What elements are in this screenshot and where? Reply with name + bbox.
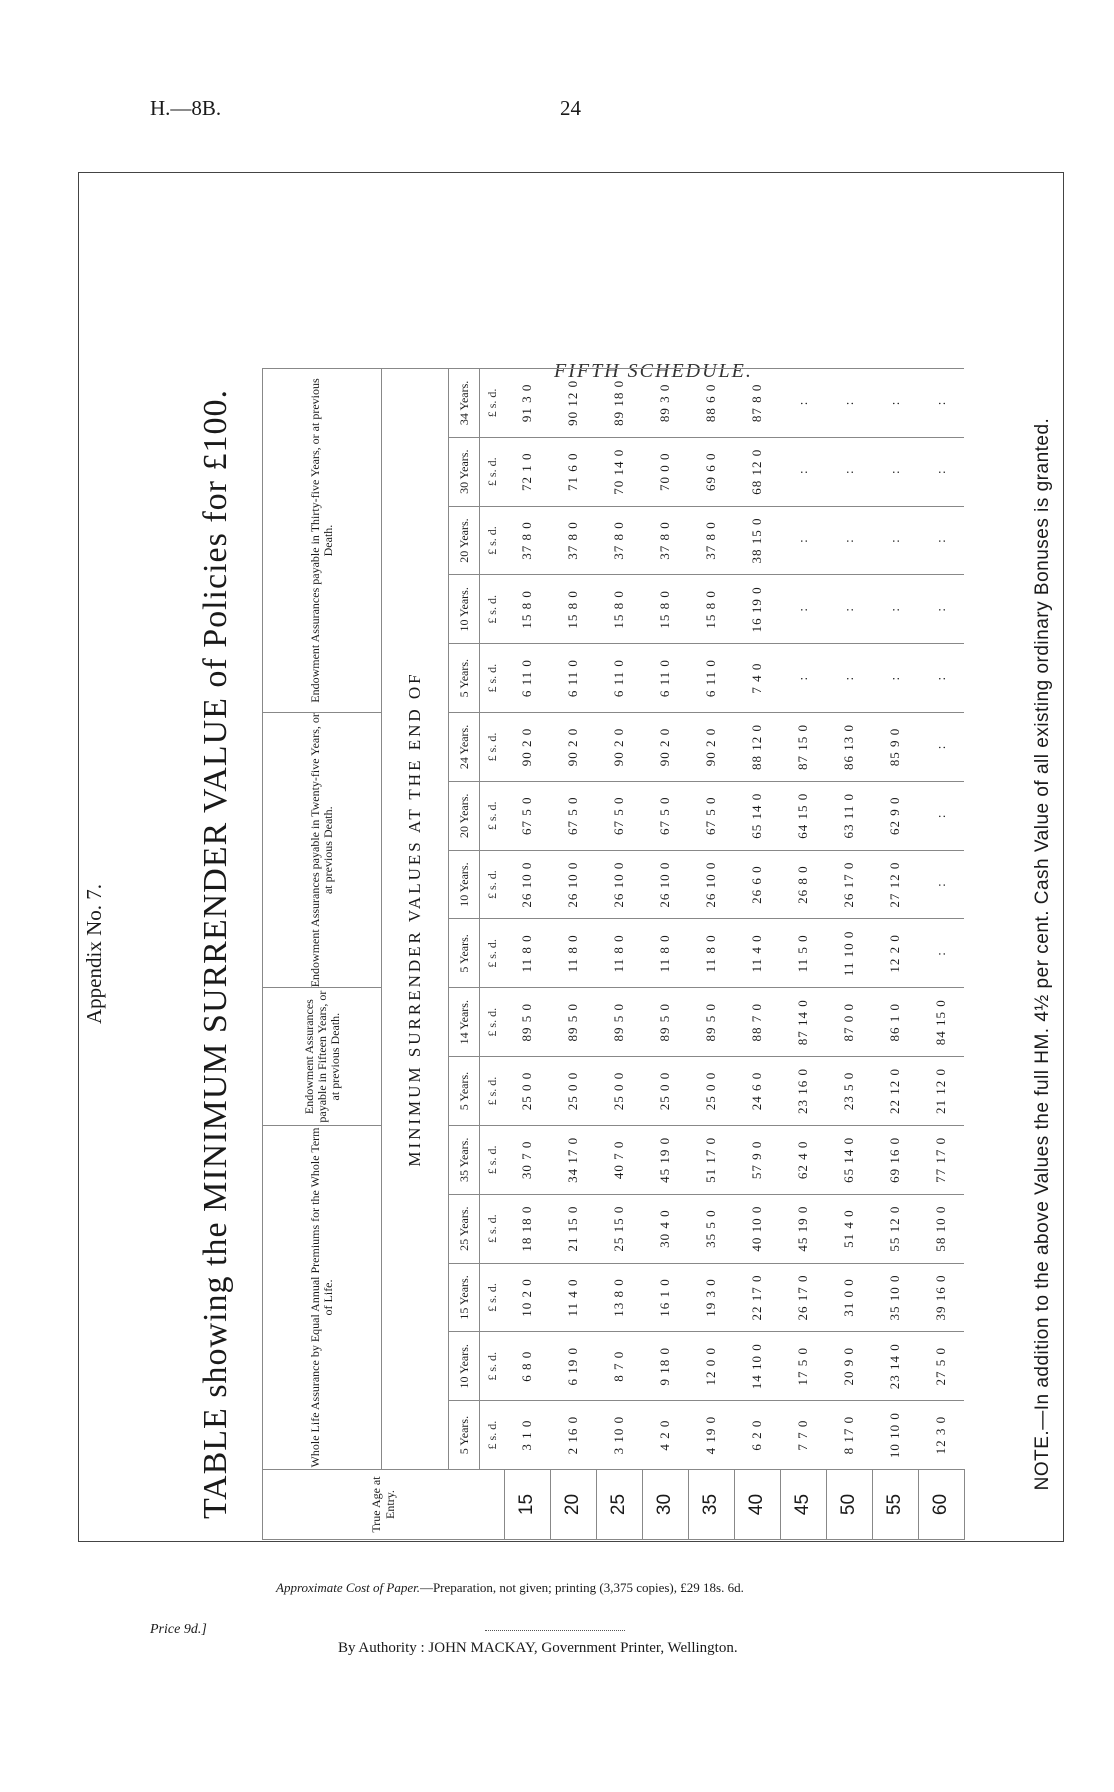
value-cell: 23 5 0 [826, 1057, 872, 1126]
value-cell: 9 18 0 [642, 1332, 688, 1401]
value-cell: 26 10 0 [642, 850, 688, 919]
value-cell: 87 8 0 [734, 369, 780, 438]
unit-label: £ s. d. [480, 1263, 505, 1332]
unit-label: £ s. d. [480, 1401, 505, 1470]
value-cell: 11 10 0 [826, 919, 872, 988]
value-cell: 90 2 0 [596, 713, 642, 782]
table-row [780, 369, 826, 1540]
year-header: 5 Years. [449, 919, 480, 988]
value-cell: 26 10 0 [504, 850, 550, 919]
value-cell: 2 16 0 [550, 1401, 596, 1470]
year-header: 25 Years. [449, 1194, 480, 1263]
value-cell: 10 10 0 [872, 1401, 918, 1470]
value-cell: : [918, 575, 964, 644]
table-row [734, 369, 780, 1540]
value-cell: 6 11 0 [688, 644, 734, 713]
value-cell: 25 0 0 [642, 1057, 688, 1126]
value-cell: 24 6 0 [734, 1057, 780, 1126]
table-row [826, 369, 872, 1540]
schedule-title: FIFTH SCHEDULE. [554, 360, 753, 382]
unit-label: £ s. d. [480, 713, 505, 782]
unit-label: £ s. d. [480, 369, 505, 438]
value-cell: 16 1 0 [642, 1263, 688, 1332]
value-cell: 39 16 0 [918, 1263, 964, 1332]
value-cell: 89 3 0 [642, 369, 688, 438]
value-cell: 35 10 0 [872, 1263, 918, 1332]
group-header: Endowment Assurances payable in Twenty-five Years, or at previous Death. [263, 713, 382, 988]
age-cell: 25 [596, 1470, 642, 1540]
value-cell: 23 16 0 [780, 1057, 826, 1126]
value-cell: 26 10 0 [688, 850, 734, 919]
value-cell: 25 0 0 [504, 1057, 550, 1126]
value-cell: : [826, 437, 872, 506]
value-cell: 37 8 0 [596, 506, 642, 575]
value-cell: 6 11 0 [550, 644, 596, 713]
value-cell: 6 11 0 [504, 644, 550, 713]
value-cell: 25 0 0 [596, 1057, 642, 1126]
value-cell: 89 5 0 [642, 988, 688, 1057]
cost-text: —Preparation, not given; printing (3,375 copies), £29 18s. 6d. [419, 1580, 744, 1595]
unit-label: £ s. d. [480, 506, 505, 575]
value-cell: : [826, 644, 872, 713]
rotated-table-block [82, 368, 1077, 1540]
value-cell: 51 17 0 [688, 1125, 734, 1194]
age-cell: 50 [826, 1470, 872, 1540]
year-header: 10 Years. [449, 1332, 480, 1401]
value-cell: : [872, 369, 918, 438]
value-cell: : [872, 644, 918, 713]
value-cell: 65 14 0 [734, 781, 780, 850]
unit-label: £ s. d. [480, 781, 505, 850]
value-cell: 6 8 0 [504, 1332, 550, 1401]
value-cell: 90 2 0 [688, 713, 734, 782]
value-cell: 11 4 0 [734, 919, 780, 988]
value-cell: 8 17 0 [826, 1401, 872, 1470]
value-cell: 20 9 0 [826, 1332, 872, 1401]
unit-label: £ s. d. [480, 1125, 505, 1194]
value-cell: 12 3 0 [918, 1401, 964, 1470]
unit-label: £ s. d. [480, 850, 505, 919]
value-cell: 6 11 0 [596, 644, 642, 713]
value-cell: 6 2 0 [734, 1401, 780, 1470]
value-cell: 89 5 0 [504, 988, 550, 1057]
value-cell: 38 15 0 [734, 506, 780, 575]
age-cell: 30 [642, 1470, 688, 1540]
value-cell: 62 9 0 [872, 781, 918, 850]
table-row [596, 369, 642, 1540]
value-cell: 87 15 0 [780, 713, 826, 782]
value-cell: 11 8 0 [688, 919, 734, 988]
value-cell: 4 2 0 [642, 1401, 688, 1470]
surrender-value-table [262, 368, 965, 1540]
value-cell: : [826, 575, 872, 644]
value-cell: : [918, 437, 964, 506]
value-cell: 21 12 0 [918, 1057, 964, 1126]
group-header: Whole Life Assurance by Equal Annual Premiums for the Whole Term of Life. [263, 1125, 382, 1469]
value-cell: 4 19 0 [688, 1401, 734, 1470]
value-cell: 87 14 0 [780, 988, 826, 1057]
appendix-label: Appendix No. 7. [82, 884, 106, 1024]
note: NOTE.—In addition to the above Values the full HM. 4½ per cent. Cash Value of all existing ordinary Bonuses is granted. [1032, 417, 1053, 1491]
year-header: 5 Years. [449, 644, 480, 713]
price: Price 9d.] [150, 1622, 207, 1637]
value-cell: 11 5 0 [780, 919, 826, 988]
value-cell: 22 12 0 [872, 1057, 918, 1126]
year-header: 15 Years. [449, 1263, 480, 1332]
year-header: 34 Years. [449, 369, 480, 438]
value-cell: 10 2 0 [504, 1263, 550, 1332]
value-cell: 68 12 0 [734, 437, 780, 506]
value-cell: 37 8 0 [550, 506, 596, 575]
value-cell: 57 9 0 [734, 1125, 780, 1194]
value-cell: 34 17 0 [550, 1125, 596, 1194]
value-cell: : [918, 644, 964, 713]
value-cell: 14 10 0 [734, 1332, 780, 1401]
group-header: Endowment Assurances payable in Thirty-five Years, or at previous Death. [263, 369, 382, 713]
value-cell: 27 12 0 [872, 850, 918, 919]
value-cell: 67 5 0 [504, 781, 550, 850]
value-cell: : [918, 781, 964, 850]
value-cell: 11 8 0 [642, 919, 688, 988]
value-cell: 26 10 0 [550, 850, 596, 919]
value-cell: : [918, 506, 964, 575]
value-cell: 15 8 0 [642, 575, 688, 644]
value-cell: 67 5 0 [550, 781, 596, 850]
year-header: 14 Years. [449, 988, 480, 1057]
value-cell: 17 5 0 [780, 1332, 826, 1401]
value-cell: 11 8 0 [550, 919, 596, 988]
value-cell: : [918, 919, 964, 988]
value-cell: 6 19 0 [550, 1332, 596, 1401]
value-cell: 67 5 0 [642, 781, 688, 850]
year-header: 24 Years. [449, 713, 480, 782]
value-cell: : [918, 713, 964, 782]
value-cell: : [780, 506, 826, 575]
value-cell: 45 19 0 [642, 1125, 688, 1194]
value-cell: 69 6 0 [688, 437, 734, 506]
value-cell: 91 3 0 [504, 369, 550, 438]
value-cell: 11 8 0 [504, 919, 550, 988]
age-cell: 20 [550, 1470, 596, 1540]
year-header: 5 Years. [449, 1401, 480, 1470]
value-cell: 15 8 0 [596, 575, 642, 644]
value-cell: : [826, 506, 872, 575]
value-cell: 31 0 0 [826, 1263, 872, 1332]
value-cell: 85 9 0 [872, 713, 918, 782]
value-cell: 55 12 0 [872, 1194, 918, 1263]
value-cell: : [780, 644, 826, 713]
value-cell: 35 5 0 [688, 1194, 734, 1263]
value-cell: 51 4 0 [826, 1194, 872, 1263]
age-cell: 35 [688, 1470, 734, 1540]
value-cell: 12 0 0 [688, 1332, 734, 1401]
value-cell: 23 14 0 [872, 1332, 918, 1401]
value-cell: 30 7 0 [504, 1125, 550, 1194]
value-cell: 89 5 0 [596, 988, 642, 1057]
value-cell: 26 17 0 [826, 850, 872, 919]
value-cell: 90 2 0 [550, 713, 596, 782]
year-header: 30 Years. [449, 437, 480, 506]
value-cell: 22 17 0 [734, 1263, 780, 1332]
table-row [918, 369, 964, 1540]
value-cell: 88 6 0 [688, 369, 734, 438]
value-cell: 58 10 0 [918, 1194, 964, 1263]
value-cell: 15 8 0 [504, 575, 550, 644]
value-cell: 26 8 0 [780, 850, 826, 919]
value-cell: 89 5 0 [550, 988, 596, 1057]
year-header: 5 Years. [449, 1057, 480, 1126]
value-cell: 8 7 0 [596, 1332, 642, 1401]
value-cell: 6 11 0 [642, 644, 688, 713]
value-cell: 21 15 0 [550, 1194, 596, 1263]
value-cell: : [872, 437, 918, 506]
value-cell: 90 2 0 [504, 713, 550, 782]
value-cell: 3 1 0 [504, 1401, 550, 1470]
group-header: Endowment Assurances payable in Fifteen Years, or at previous Death. [263, 988, 382, 1126]
unit-label: £ s. d. [480, 644, 505, 713]
value-cell: 72 1 0 [504, 437, 550, 506]
value-cell: 25 15 0 [596, 1194, 642, 1263]
value-cell: 86 1 0 [872, 988, 918, 1057]
span-header: MINIMUM SURRENDER VALUES AT THE END OF [382, 369, 449, 1470]
table-title: TABLE showing the MINIMUM SURRENDER VALUE of Policies for £100. [197, 389, 234, 1519]
value-cell: 37 8 0 [688, 506, 734, 575]
year-header: 10 Years. [449, 850, 480, 919]
unit-label: £ s. d. [480, 1194, 505, 1263]
value-cell: 87 0 0 [826, 988, 872, 1057]
table-row [504, 369, 550, 1540]
page-number: 24 [560, 96, 581, 120]
cost-label: Approximate Cost of Paper. [276, 1580, 420, 1595]
unit-label: £ s. d. [480, 988, 505, 1057]
value-cell: : [918, 850, 964, 919]
value-cell: 71 6 0 [550, 437, 596, 506]
value-cell: 3 10 0 [596, 1401, 642, 1470]
year-header: 20 Years. [449, 506, 480, 575]
value-cell: : [780, 437, 826, 506]
value-cell: 11 8 0 [596, 919, 642, 988]
value-cell: 86 13 0 [826, 713, 872, 782]
value-cell: 27 5 0 [918, 1332, 964, 1401]
value-cell: 67 5 0 [596, 781, 642, 850]
value-cell: 88 12 0 [734, 713, 780, 782]
value-cell: : [872, 506, 918, 575]
value-cell: 62 4 0 [780, 1125, 826, 1194]
table-row [872, 369, 918, 1540]
age-cell: 60 [918, 1470, 964, 1540]
age-cell: 40 [734, 1470, 780, 1540]
unit-label: £ s. d. [480, 575, 505, 644]
age-cell: 15 [504, 1470, 550, 1540]
value-cell: 70 0 0 [642, 437, 688, 506]
printer-authority: By Authority : JOHN MACKAY, Government Printer, Wellington. [338, 1640, 738, 1656]
unit-label: £ s. d. [480, 1332, 505, 1401]
value-cell: 37 8 0 [642, 506, 688, 575]
table-row [688, 369, 734, 1540]
value-cell: : [780, 369, 826, 438]
value-cell: : [780, 575, 826, 644]
value-cell: 15 8 0 [550, 575, 596, 644]
table-row [642, 369, 688, 1540]
value-cell: 25 0 0 [688, 1057, 734, 1126]
year-header: 35 Years. [449, 1125, 480, 1194]
value-cell: 26 10 0 [596, 850, 642, 919]
value-cell: 63 11 0 [826, 781, 872, 850]
divider [485, 1630, 625, 1631]
value-cell: 19 3 0 [688, 1263, 734, 1332]
value-cell: 11 4 0 [550, 1263, 596, 1332]
value-cell: 84 15 0 [918, 988, 964, 1057]
value-cell: 26 17 0 [780, 1263, 826, 1332]
value-cell: 89 5 0 [688, 988, 734, 1057]
value-cell: 65 14 0 [826, 1125, 872, 1194]
value-cell: 88 7 0 [734, 988, 780, 1057]
unit-label: £ s. d. [480, 919, 505, 988]
document-reference: H.—8B. [150, 96, 222, 120]
value-cell: 16 19 0 [734, 575, 780, 644]
value-cell: 13 8 0 [596, 1263, 642, 1332]
value-cell: : [826, 369, 872, 438]
value-cell: 18 18 0 [504, 1194, 550, 1263]
table-row [550, 369, 596, 1540]
value-cell: 40 7 0 [596, 1125, 642, 1194]
value-cell: : [872, 575, 918, 644]
value-cell: 37 8 0 [504, 506, 550, 575]
value-cell: 40 10 0 [734, 1194, 780, 1263]
value-cell: 12 2 0 [872, 919, 918, 988]
year-header: 10 Years. [449, 575, 480, 644]
value-cell: 64 15 0 [780, 781, 826, 850]
value-cell: 67 5 0 [688, 781, 734, 850]
unit-label: £ s. d. [480, 1057, 505, 1126]
value-cell: 77 17 0 [918, 1125, 964, 1194]
value-cell: 70 14 0 [596, 437, 642, 506]
value-cell: 89 18 0 [596, 369, 642, 438]
cost-of-paper [276, 1580, 744, 1596]
value-cell: 90 12 0 [550, 369, 596, 438]
value-cell: 15 8 0 [688, 575, 734, 644]
value-cell: : [918, 369, 964, 438]
value-cell: 45 19 0 [780, 1194, 826, 1263]
year-header: 20 Years. [449, 781, 480, 850]
value-cell: 7 7 0 [780, 1401, 826, 1470]
value-cell: 26 6 0 [734, 850, 780, 919]
value-cell: 7 4 0 [734, 644, 780, 713]
value-cell: 25 0 0 [550, 1057, 596, 1126]
age-cell: 45 [780, 1470, 826, 1540]
value-cell: 90 2 0 [642, 713, 688, 782]
age-header: True Age at Entry. [263, 1470, 505, 1540]
value-cell: 30 4 0 [642, 1194, 688, 1263]
value-cell: 69 16 0 [872, 1125, 918, 1194]
age-cell: 55 [872, 1470, 918, 1540]
unit-label: £ s. d. [480, 437, 505, 506]
